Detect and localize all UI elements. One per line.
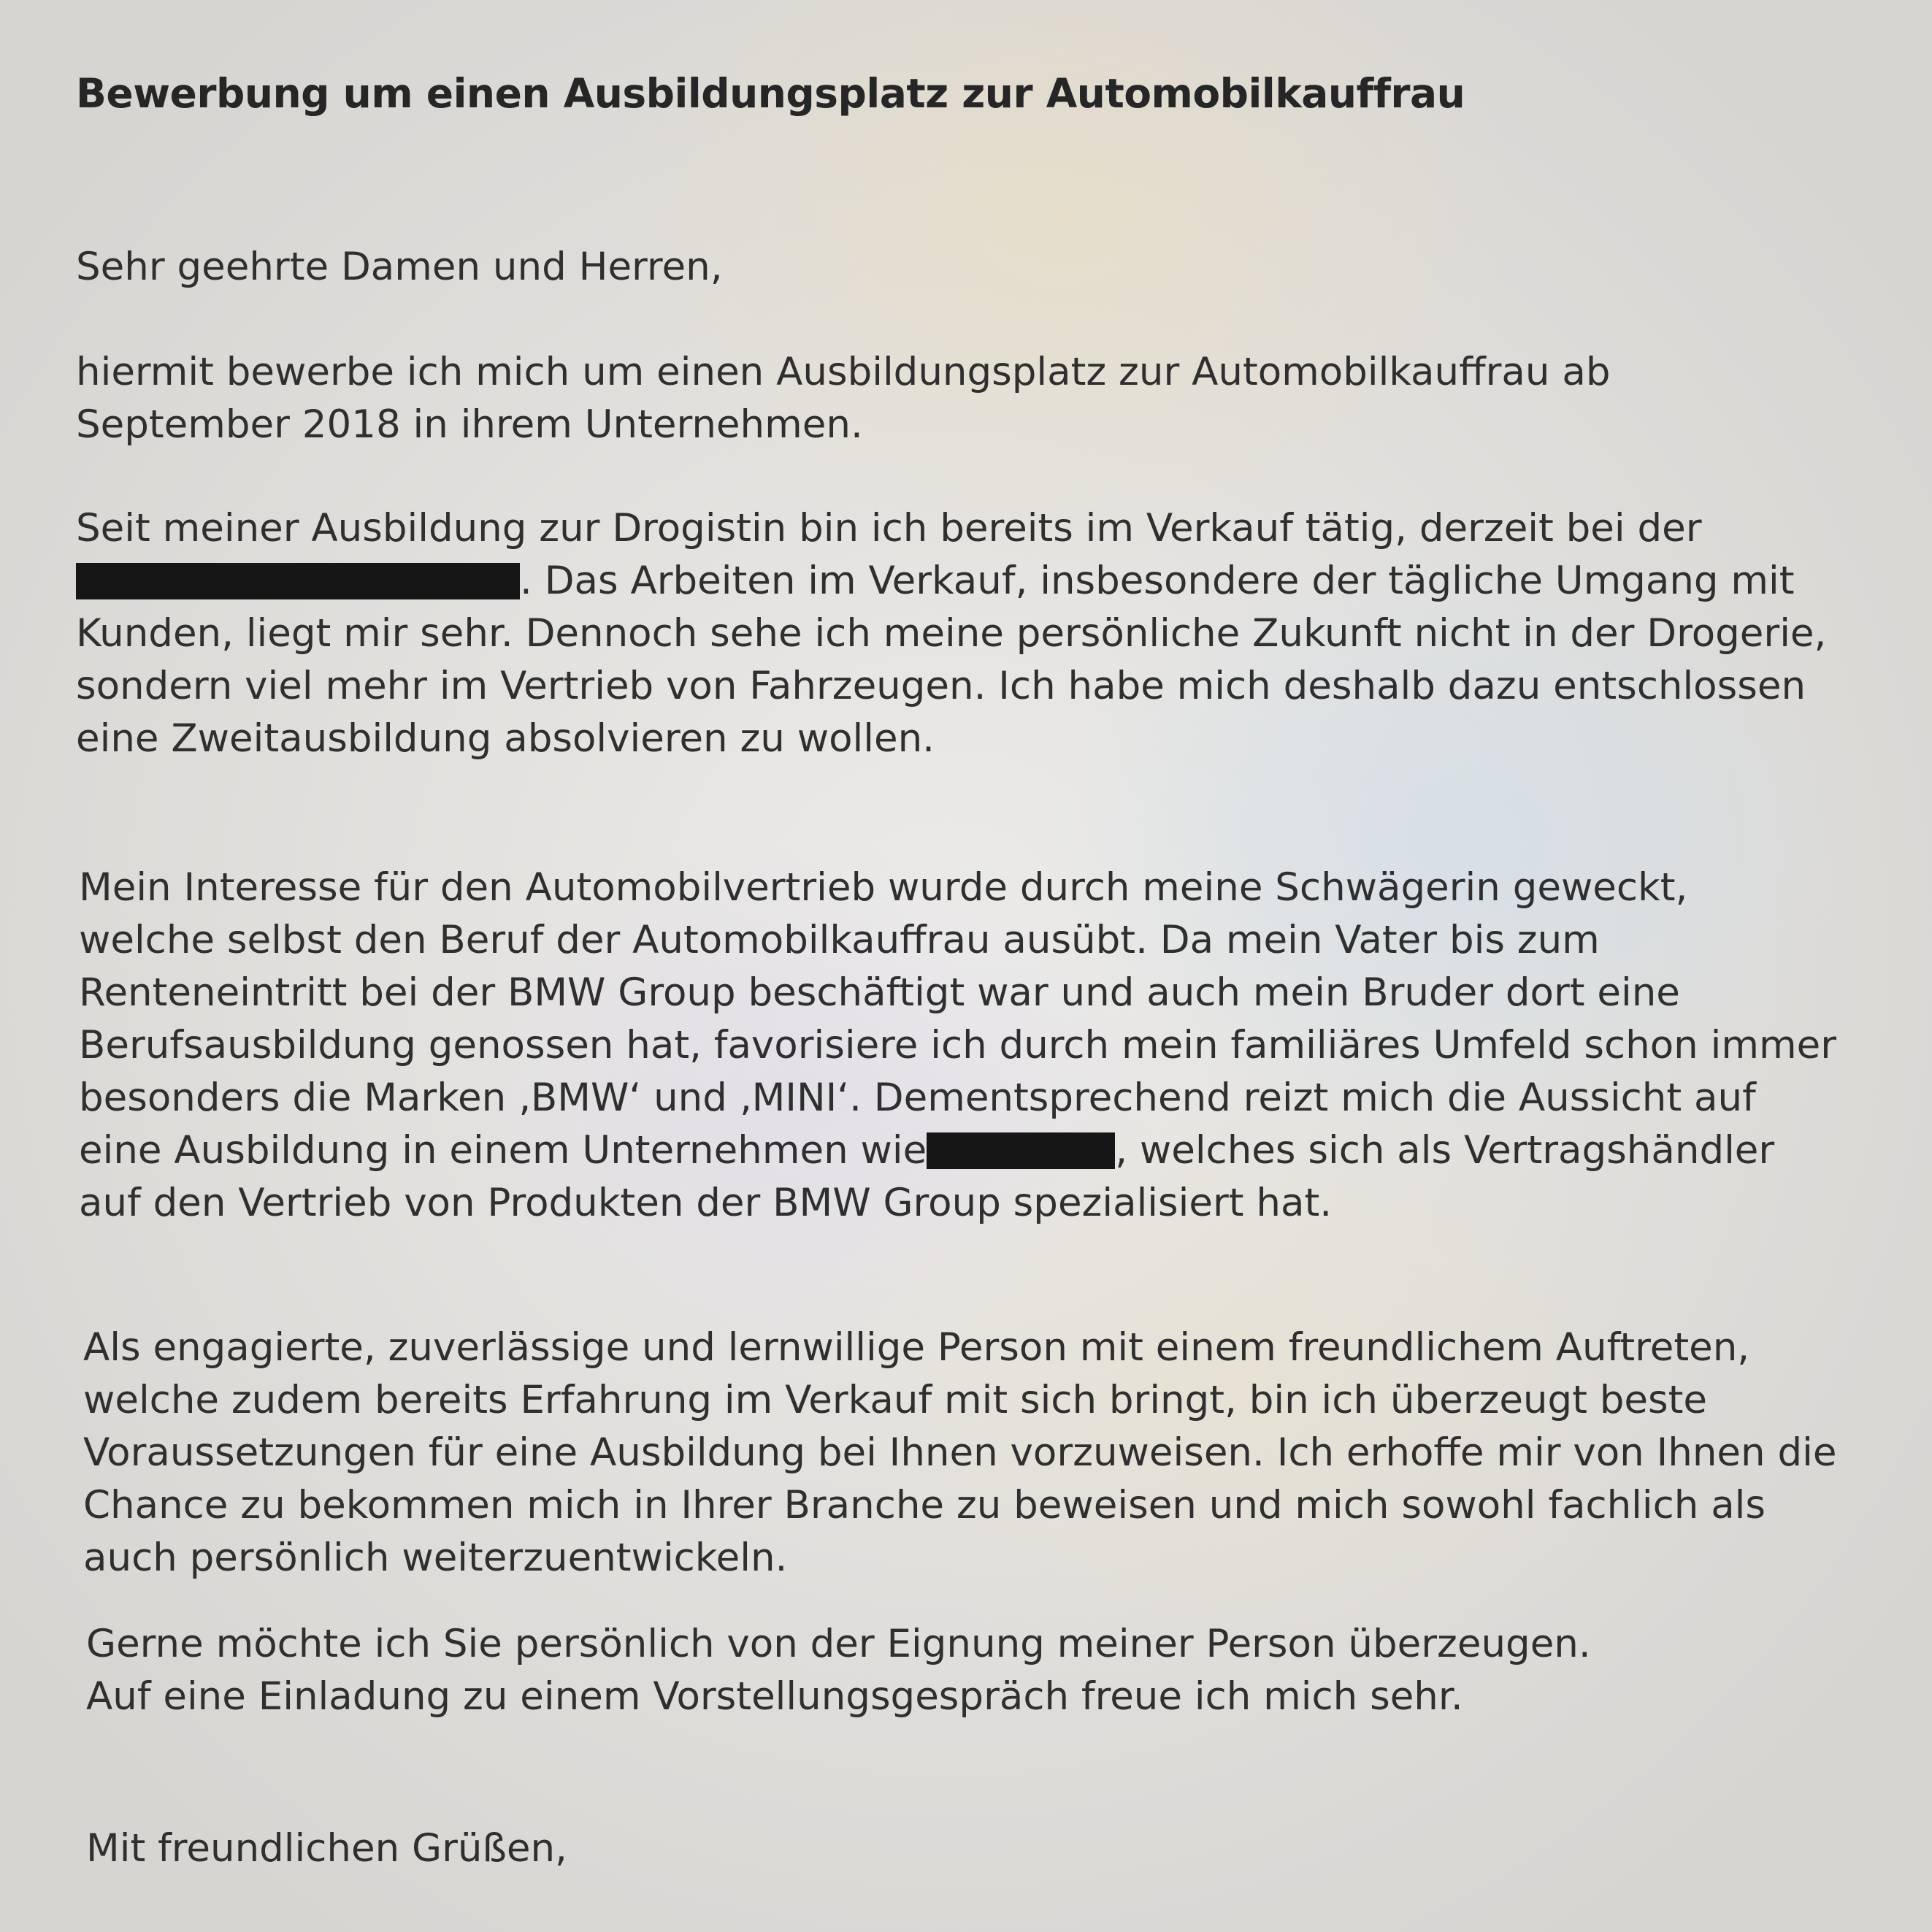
paragraph-line: Berufsausbildung genossen hat, favorisiere ich durch mein familiäres Umfeld schon immer	[79, 1023, 1836, 1067]
closing	[86, 1822, 567, 1875]
paragraph-line: Gerne möchte ich Sie persönlich von der Eignung meiner Person überzeugen.	[86, 1622, 1591, 1666]
redaction-bar	[927, 1132, 1115, 1169]
paragraph-intro	[76, 346, 1610, 451]
paragraph-experience	[76, 502, 1826, 765]
paragraph-closing-request	[86, 1618, 1591, 1723]
paragraph-line-text: eine Ausbildung in einem Unternehmen wie	[79, 1128, 927, 1173]
salutation-text: Sehr geehrte Damen und Herren,	[76, 245, 723, 289]
paragraph-line: September 2018 in ihrem Unternehmen.	[76, 402, 863, 447]
paragraph-line: auf den Vertrieb von Produkten der BMW Group spezialisiert hat.	[79, 1181, 1333, 1225]
closing-text: Mit freundlichen Grüßen,	[86, 1826, 567, 1871]
paragraph-line: Mein Interesse für den Automobilvertrieb wurde durch meine Schwägerin geweckt,	[79, 865, 1688, 910]
paragraph-line: auch persönlich weiterzuentwickeln.	[83, 1536, 788, 1580]
paragraph-line: Auf eine Einladung zu einem Vorstellungsgespräch freue ich mich sehr.	[86, 1674, 1463, 1719]
paragraph-line: Voraussetzungen für eine Ausbildung bei Ihnen vorzuweisen. Ich erhoffe mir von Ihnen die	[83, 1430, 1837, 1475]
paragraph-line: Seit meiner Ausbildung zur Drogistin bin ich bereits im Verkauf tätig, derzeit bei der	[76, 506, 1702, 551]
redaction-bar	[76, 563, 520, 599]
paragraph-line: eine Zweitausbildung absolvieren zu wollen.	[76, 716, 935, 761]
paragraph-line: Kunden, liegt mir sehr. Dennoch sehe ich meine persönliche Zukunft nicht in der Drogerie,	[76, 611, 1827, 656]
paragraph-line: welche selbst den Beruf der Automobilkauffrau ausübt. Da mein Vater bis zum	[79, 918, 1600, 962]
paragraph-line: Chance zu bekommen mich in Ihrer Branche zu beweisen und mich sowohl fachlich als	[83, 1483, 1766, 1527]
paragraph-line	[76, 555, 1826, 607]
paragraph-line	[79, 1124, 1836, 1177]
paragraph-line: hiermit bewerbe ich mich um einen Ausbildungsplatz zur Automobilkauffrau ab	[76, 350, 1611, 394]
paragraph-qualification	[83, 1322, 1836, 1584]
paragraph-line-text: . Das Arbeiten im Verkauf, insbesondere der tägliche Umgang mit	[520, 559, 1795, 603]
paragraph-line: Renteneintritt bei der BMW Group beschäftigt war und auch mein Bruder dort eine	[79, 970, 1680, 1015]
paragraph-line: besonders die Marken ‚BMW‘ und ‚MINI‘. Dementsprechend reizt mich die Aussicht auf	[79, 1076, 1756, 1120]
paragraph-line: Als engagierte, zuverlässige und lernwillige Person mit einem freundlichem Auftreten,	[83, 1325, 1750, 1370]
letter-subject: Bewerbung um einen Ausbildungsplatz zur Automobilkauffrau	[76, 70, 1465, 117]
paragraph-line: sondern viel mehr im Vertrieb von Fahrzeugen. Ich habe mich deshalb dazu entschlossen	[76, 664, 1806, 708]
paragraph-motivation	[79, 862, 1836, 1230]
paragraph-line: welche zudem bereits Erfahrung im Verkauf mit sich bringt, bin ich überzeugt beste	[83, 1378, 1708, 1422]
salutation	[76, 241, 723, 294]
paragraph-line-text: , welches sich als Vertragshändler	[1115, 1128, 1775, 1173]
